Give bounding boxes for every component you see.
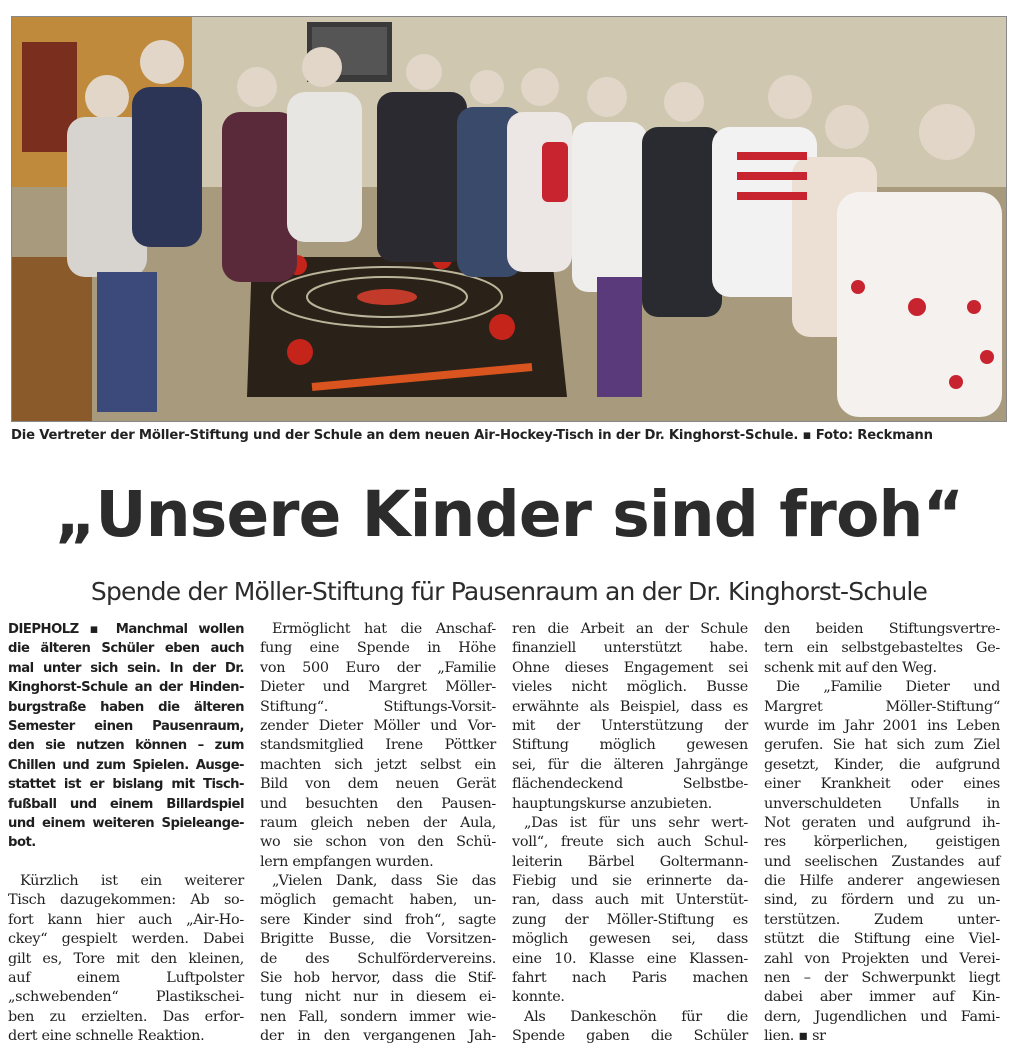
text-line: Not geraten und aufgrund ih- <box>764 814 1000 831</box>
text-line: von 500 Euro der „Familie <box>260 659 496 676</box>
text-line: Spende gaben die Schüler <box>512 1028 748 1045</box>
text-line: DIEPHOLZ ▪ Manchmal wollen <box>8 622 244 637</box>
text-line: stattet ist er bislang mit Tisch- <box>8 777 244 793</box>
text-line: wo sie schon von den Schü- <box>260 834 496 851</box>
text-line: die Hilfe anderer angewiesen <box>764 873 1000 890</box>
text-line: und einem weiteren Spieleange- <box>8 815 244 831</box>
text-line: möglich gewesen sei, dass <box>512 931 748 948</box>
text-line: gilt es, Tore mit den kleinen, <box>8 950 244 967</box>
text-line: Fiebig und sie erinnerte da- <box>512 873 748 890</box>
article-photo <box>11 16 1007 422</box>
text-line: Die „Familie Dieter und <box>776 679 1000 696</box>
text-line: Kürzlich ist ein weiterer <box>20 873 244 890</box>
text-line: Brigitte Busse, die Vorsitzen- <box>260 931 496 948</box>
text-line: schenk mit auf den Weg. <box>764 659 937 676</box>
text-line: ckey“ gespielt werden. Dabei <box>8 931 244 948</box>
text-line: vieles nicht möglich. Busse <box>512 679 748 696</box>
text-line: gerufen. Sie hat sich zum Ziel <box>764 737 1000 754</box>
text-line: finanziell unterstützt habe. <box>512 640 748 657</box>
text-line: Chillen und zum Spielen. Ausge- <box>8 757 244 773</box>
text-line: der in den vergangenen Jah- <box>260 1028 496 1045</box>
text-line: erwähnte als Beispiel, dass es <box>512 698 748 715</box>
text-line: Tisch dazugekommen: Ab so- <box>8 892 244 909</box>
text-line: auf einem Luftpolster <box>8 970 244 987</box>
text-line: Ohne dieses Engagement sei <box>512 659 748 676</box>
text-line: ben zu erzielten. Das erfor- <box>8 1008 244 1025</box>
text-line: Als Dankeschön für die <box>524 1008 748 1025</box>
text-line: burgstraße haben die älteren <box>8 699 244 715</box>
text-line: fung eine Spende in Höhe <box>260 640 496 657</box>
text-line: sind, zu fördern und zu un- <box>764 892 1000 909</box>
text-line: lien. ▪ sr <box>764 1028 826 1045</box>
text-line: terstützen. Zudem unter- <box>764 911 1000 928</box>
text-line: zahl von Projekten und Verei- <box>764 950 1000 967</box>
text-line: voll“, freute sich auch Schul- <box>512 834 748 851</box>
text-line: machten sich jetzt selbst ein <box>260 756 496 773</box>
text-line: Stiftung“. Stiftungs-Vorsit- <box>260 698 496 715</box>
text-line: Sie hob hervor, dass die Stif- <box>260 970 496 987</box>
text-line: zender Dieter Möller und Vor- <box>260 717 496 734</box>
text-line: hauptungskurse anzubieten. <box>512 795 712 812</box>
text-line: unverschuldeten Unfalls in <box>764 795 1000 812</box>
text-line: den sie nutzen können – zum <box>8 738 244 754</box>
text-line: nen – der Schwerpunkt liegt <box>764 970 1000 987</box>
text-line: „schwebenden“ Plastikschei- <box>8 989 244 1006</box>
text-line: raum gleich neben der Aula, <box>260 814 496 831</box>
text-line: „Vielen Dank, dass Sie das <box>272 873 496 890</box>
text-line: fort kann hier auch „Air-Ho- <box>8 911 244 928</box>
text-line: stützt die Stiftung eine Viel- <box>764 931 1000 948</box>
text-line: flächendeckend Selbstbe- <box>512 776 748 793</box>
photo-illustration <box>12 17 1006 421</box>
text-line: Stiftung möglich gewesen <box>512 737 748 754</box>
text-line: Dieter und Margret Möller- <box>260 679 496 696</box>
text-line: Ermöglicht hat die Anschaf- <box>272 621 496 637</box>
article-column-2 <box>260 620 496 1047</box>
article-headline: „Unsere Kinder sind froh“ <box>54 478 964 551</box>
text-line: sei, für die älteren Jahrgänge <box>512 756 748 773</box>
text-line: fahrt nach Paris machen <box>512 970 748 987</box>
text-line: möglich gemacht haben, un- <box>260 892 496 909</box>
text-line: sere Kinder sind froh“, sagte <box>260 911 496 928</box>
text-line: leiterin Bärbel Goltermann- <box>512 853 748 870</box>
text-line: dert eine schnelle Reaktion. <box>8 1028 205 1045</box>
text-line: ren die Arbeit an der Schule <box>512 621 748 637</box>
article-column-4 <box>764 620 1000 1047</box>
article-column-3 <box>512 620 748 1047</box>
text-line: und seelischen Zustandes auf <box>764 853 1000 870</box>
text-line: res körperlichen, geistigen <box>764 834 1000 851</box>
text-line: tung nicht nur in diesem ei- <box>260 989 496 1006</box>
text-line: nen Fall, sondern immer wie- <box>260 1008 496 1025</box>
text-line: „Das ist für uns sehr wert- <box>524 814 748 831</box>
text-line: einer Krankheit oder eines <box>764 776 1000 793</box>
text-line: dabei aber immer auf Kin- <box>764 989 1000 1006</box>
text-line: Semester einen Pausenraum, <box>8 718 244 734</box>
text-line: de des Schulfördervereins. <box>260 950 496 967</box>
text-line: tern ein selbstgebasteltes Ge- <box>764 640 1000 657</box>
text-line: mit der Unterstützung der <box>512 717 748 734</box>
article-subheadline: Spende der Möller-Stiftung für Pausenraum an der Dr. Kinghorst-Schule <box>90 577 928 606</box>
text-line: und besuchten den Pausen- <box>260 795 496 812</box>
text-line: den beiden Stiftungsvertre- <box>764 621 1000 637</box>
text-line: konnte. <box>512 989 565 1006</box>
text-line: bot. <box>8 835 36 851</box>
lead-paragraph <box>8 620 244 853</box>
text-line: wurde im Jahr 2001 ins Leben <box>764 717 1000 734</box>
text-line: standsmitglied Irene Pöttker <box>260 737 496 754</box>
text-line: mal unter sich sein. In der Dr. <box>8 660 244 676</box>
text-line: dern, Jugendlichen und Fami- <box>764 1008 1000 1025</box>
text-line: die älteren Schüler eben auch <box>8 641 244 657</box>
text-line: lern empfangen wurden. <box>260 853 434 870</box>
text-line: fußball und einem Billardspiel <box>8 796 244 812</box>
text-line: Margret Möller-Stiftung“ <box>764 698 1000 715</box>
text-line: ran, dass auch mit Unterstüt- <box>512 892 748 909</box>
article-column-1 <box>8 620 244 1047</box>
text-line: zung der Möller-Stiftung es <box>512 911 748 928</box>
text-line: gesetzt, Kinder, die aufgrund <box>764 756 1000 773</box>
text-line: eine 10. Klasse eine Klassen- <box>512 950 748 967</box>
photo-caption: Die Vertreter der Möller-Stiftung und der Schule an dem neuen Air-Hockey-Tisch in der Dr. Kinghorst-Schule. ▪ Foto: Reckmann <box>11 428 933 443</box>
text-line: Kinghorst-Schule an der Hinden- <box>8 680 244 696</box>
text-line: Bild von dem neuen Gerät <box>260 776 496 793</box>
